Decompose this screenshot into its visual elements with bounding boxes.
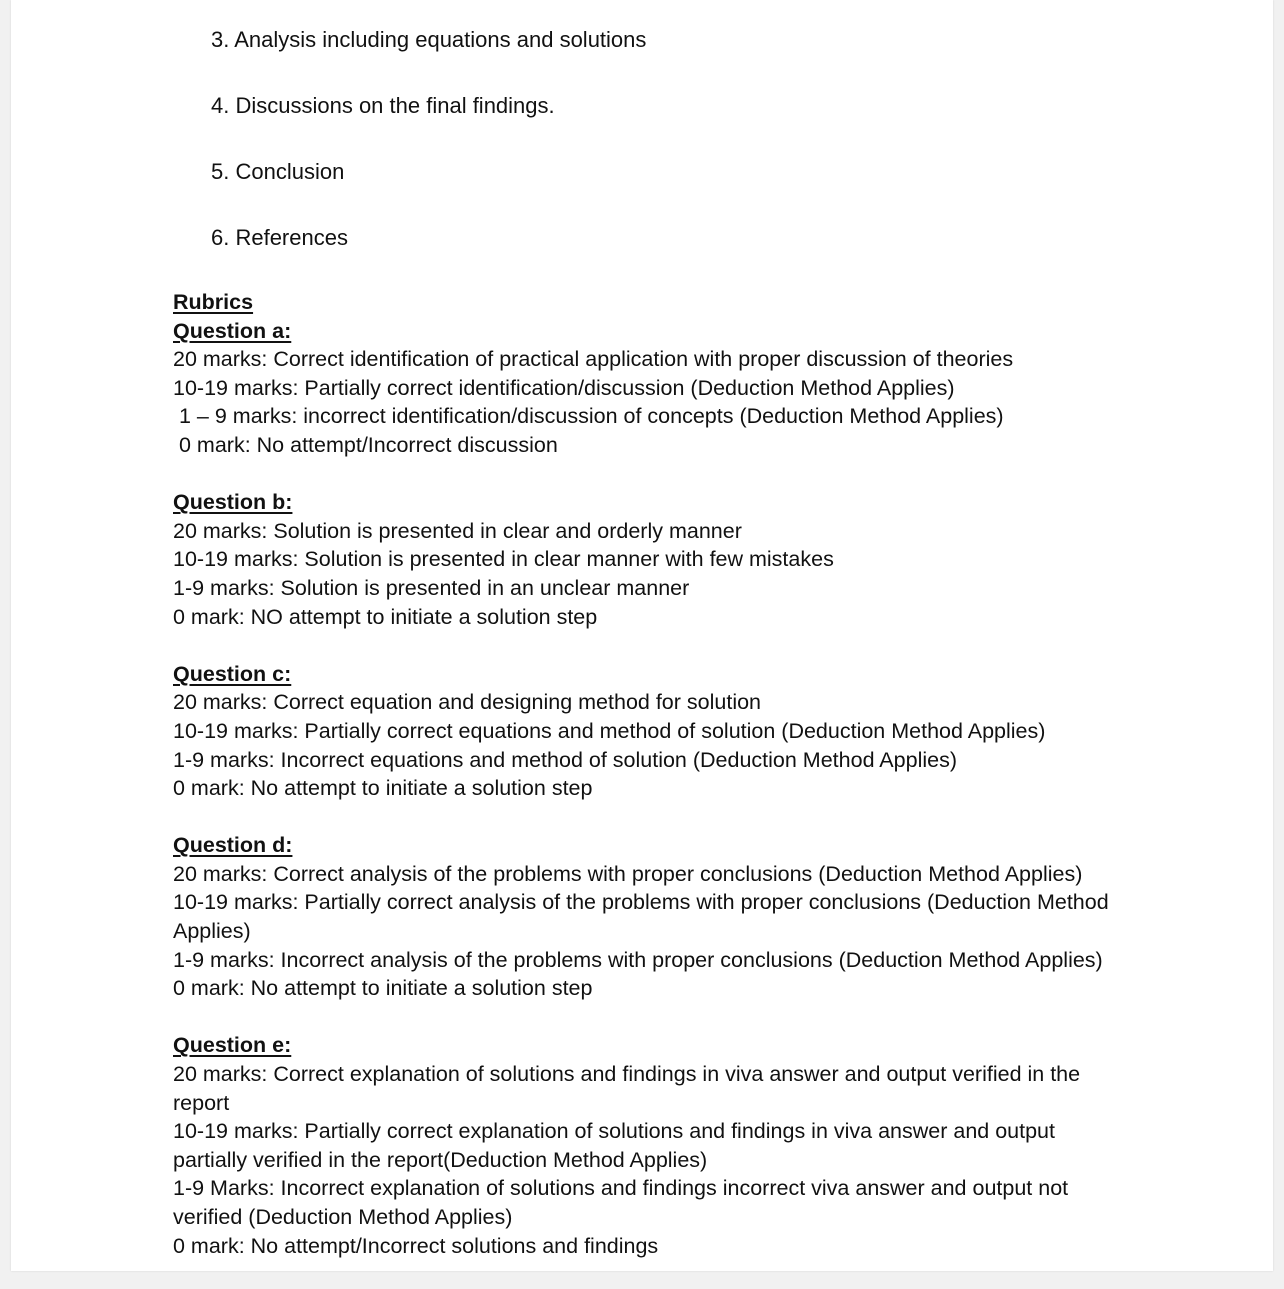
rubric-line: 1-9 marks: Solution is presented in an unclear manner (173, 575, 690, 600)
rubric-line: 20 marks: Correct equation and designing method for solution (173, 690, 762, 715)
rubrics-title: Rubrics (173, 290, 254, 314)
question-c-heading: Question c: (173, 661, 292, 686)
rubric-line: 20 marks: Correct identification of practical application with proper discussion of theories (173, 347, 1014, 372)
rubric-line: 0 mark: No attempt/Incorrect solutions and findings (173, 1233, 659, 1258)
question-c-block (173, 660, 1153, 803)
rubric-line: 0 mark: NO attempt to initiate a solution step (173, 604, 598, 629)
question-b-block (173, 488, 1153, 631)
list-item: 3. Analysis including equations and solutions (211, 27, 647, 52)
rubric-line: 0 mark: No attempt/Incorrect discussion (179, 432, 558, 457)
rubric-line: partially verified in the report(Deduction Method Applies) (173, 1147, 708, 1172)
rubric-line: 10-19 marks: Partially correct explanation of solutions and findings in viva answer and output (173, 1119, 1055, 1144)
rubric-line: 0 mark: No attempt to initiate a solution step (173, 776, 593, 801)
numbered-list (211, 26, 646, 290)
rubric-line: 20 marks: Correct analysis of the problems with proper conclusions (Deduction Method Applies) (173, 861, 1083, 886)
rubric-line: 10-19 marks: Partially correct equations and method of solution (Deduction Method Applies) (173, 718, 1046, 743)
list-item: 6. References (211, 225, 348, 250)
question-b-heading: Question b: (173, 490, 293, 515)
question-e-heading: Question e: (173, 1033, 292, 1058)
list-item: 5. Conclusion (211, 159, 345, 184)
rubric-line: Applies) (173, 919, 251, 944)
question-a-block (173, 317, 1153, 460)
rubric-line: verified (Deduction Method Applies) (173, 1205, 513, 1229)
document-page (11, 0, 1273, 1271)
rubric-line: 10-19 marks: Partially correct identification/discussion (Deduction Method Applies) (173, 375, 955, 400)
rubric-line: 1-9 marks: Incorrect equations and method of solution (Deduction Method Applies) (173, 747, 957, 772)
rubric-line: 0 mark: No attempt to initiate a solution step (173, 976, 593, 1001)
rubric-line: 1-9 marks: Incorrect analysis of the problems with proper conclusions (Deduction Method Applies) (173, 947, 1103, 972)
rubric-line: 20 marks: Solution is presented in clear and orderly manner (173, 518, 742, 543)
question-d-block (173, 831, 1153, 1003)
question-d-heading: Question d: (173, 833, 293, 858)
rubric-line: 1 – 9 marks: incorrect identification/discussion of concepts (Deduction Method Applies) (179, 404, 1004, 429)
list-item: 4. Discussions on the final findings. (211, 93, 555, 118)
rubric-line: 1-9 Marks: Incorrect explanation of solutions and findings incorrect viva answer and output not (173, 1176, 1069, 1201)
rubric-line: 20 marks: Correct explanation of solutions and findings in viva answer and output verified in the (173, 1062, 1081, 1087)
question-a-heading: Question a: (173, 318, 292, 343)
rubrics-section (173, 288, 1153, 1289)
rubric-line: report (173, 1090, 230, 1115)
rubric-line: 10-19 marks: Solution is presented in clear manner with few mistakes (173, 547, 834, 572)
question-e-block (173, 1031, 1153, 1260)
rubric-line: 10-19 marks: Partially correct analysis of the problems with proper conclusions (Deduction Method (173, 890, 1109, 915)
